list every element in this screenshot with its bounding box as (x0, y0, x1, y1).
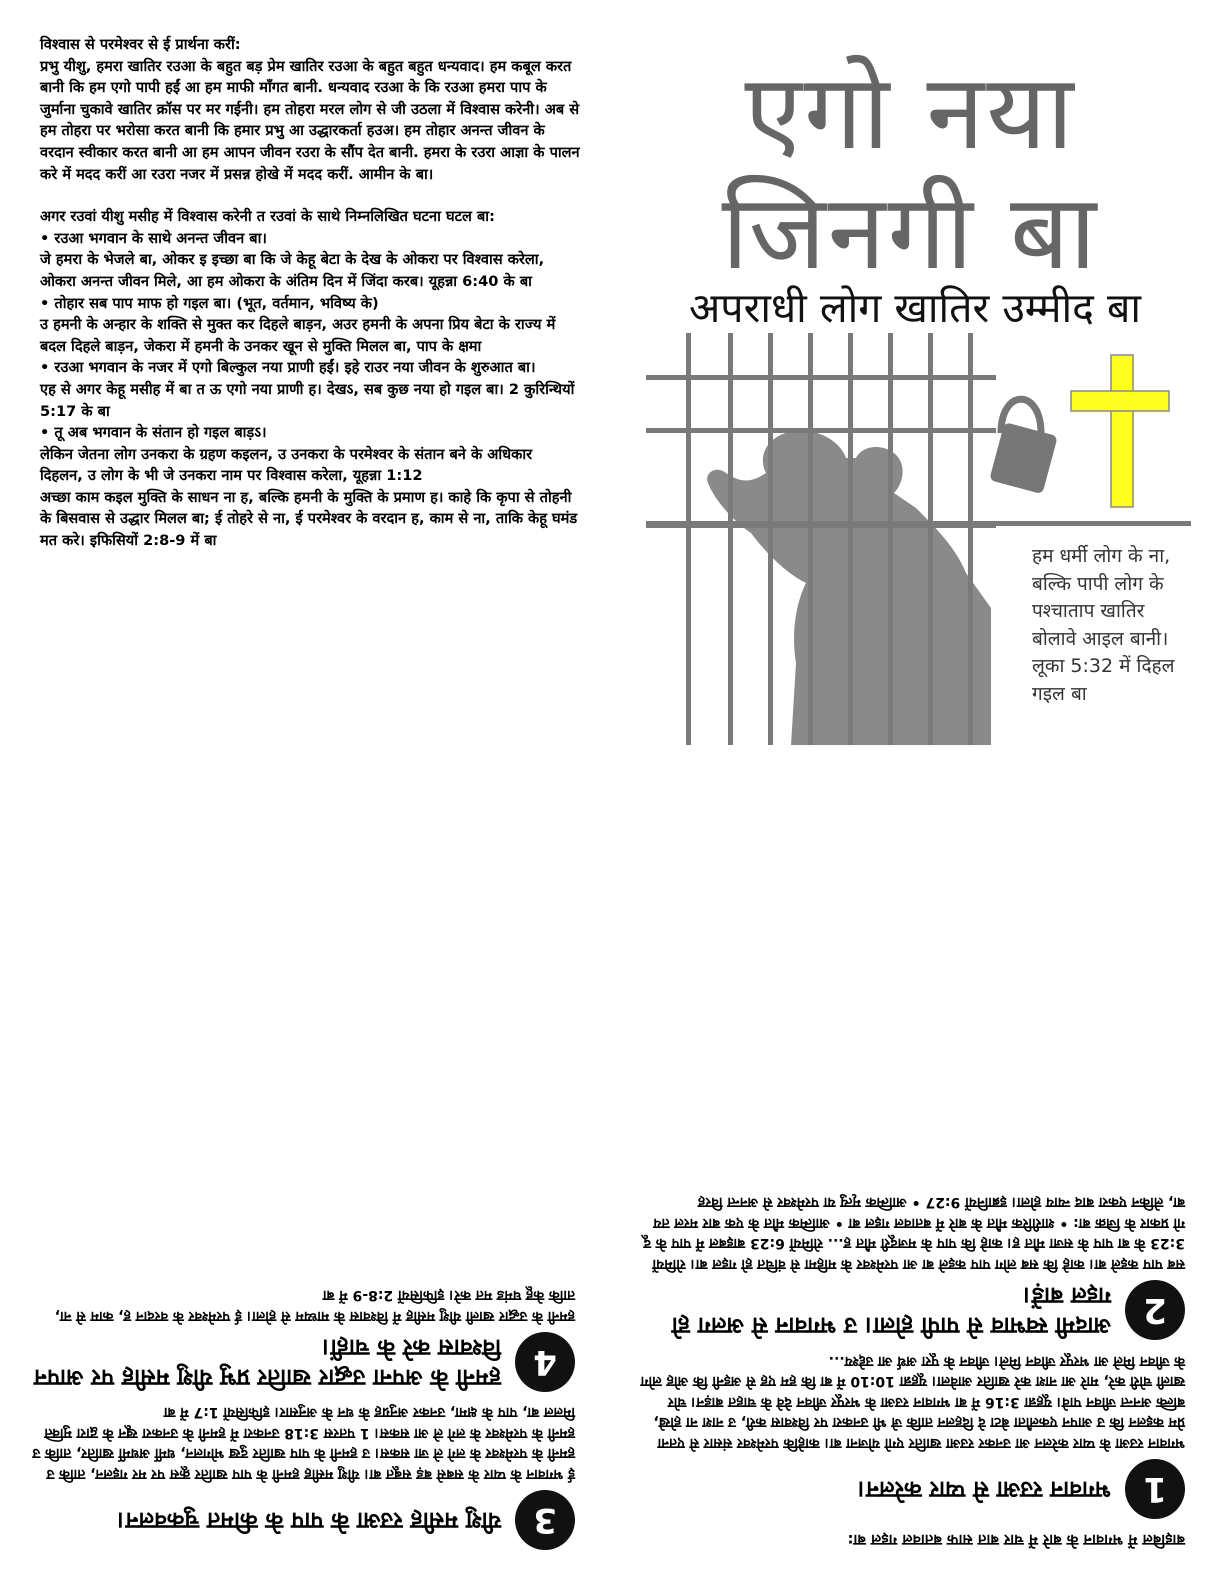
section-title: हमनी के अपना उद्धार खातिर प्रभु यीशु मसीह पर आपन विश्वास करे के चाहीं। (34, 1333, 501, 1390)
bar (968, 333, 973, 745)
bar (646, 375, 996, 380)
bar (768, 333, 773, 745)
after-prayer-heading: अगर रउवां यीशु मसीह में विश्वास करेनी त रउवां के साथे निम्नलिखित घटना घटल बा: (40, 208, 495, 226)
bar (728, 333, 733, 745)
promise-line: • तू अब भगवान के संतान हो गइल बाड़ऽ। (40, 424, 267, 442)
bottom-right-panel (640, 790, 1185, 1550)
bottom-left-panel (30, 790, 575, 1550)
section-title: यीशु मसीह रउआ के पाप के कीमत चुकवलन। (116, 1507, 501, 1533)
bar (888, 333, 893, 745)
padlock-icon (989, 399, 1058, 494)
promise-line: जे हमरा के भेजले बा, ओकर इ इच्छा बा कि जे केहू बेटा के देख के ओकरा पर विश्वास करेला, ओकरा अनन्त जीवन मिले, आ हम ओकरा के अंतिम दिन में जिंदा करब। यूहन्ना 6:40 के बा (40, 251, 545, 290)
section-number: 4 (515, 1332, 575, 1392)
section-text: ई भगवान के प्यार के सबसे बड़ सबूत बा। यीशु मसीह हमनी के पाप खातिर क्रूस पर मर गइलन, ताकि उ हमनी के परमेश्वर के लगे ले जा सकस। उ हमनी के पाप खातिर दुख भोगलन, धर्मी अधर्मी खातिर, ताकि उ हमनी के परमेश्वर के लगे ले आ सकस। 1 पतरस 3:18 उनकरा में हमनी के उनकरा खून के द्वारा मुक्ति मिलल बा, पाप के क्षमा, उनकर अनुग्रह के धन के अनुसार। इफिसियों 1:7 में बा (32, 1404, 575, 1482)
prayer-heading: विश्वास से परमेश्वर से ई प्रार्थना करीं: (40, 36, 241, 53)
four-laws-intro: बाइबिल में भगवान के बारे में चार बात साफ बतावल गइल बा: (847, 1531, 1185, 1549)
cover-title (640, 52, 1180, 292)
section-title: भगवान रउआ से प्यार करेलन। (857, 1476, 1111, 1502)
section-title: आदमी स्वभाव से पापी होला। उ भगवान से अलग हो गइल बाड़ें। (671, 1282, 1111, 1339)
section-number: 3 (515, 1490, 575, 1550)
section-text: सब पाप कइले बा। काहे कि सब लोग पाप कइले बा आ परमेश्वर के महिमा से वंचित हो गइल बा। रोमियों 3:23 के बा पाप के सजा मौत ह। काहे कि पाप के मजदूरी मौत ह... रोमियों 6:23 बाइबल में पाप के दू गो प्रकार के जिक्र बा: • शारीरिक मौत के बारे में बतावल गइल बा • आत्मिक मौत के एक बार मरल तय बा, लेकिन एकरा बाद न्याय होला। इब्रानियों 9:27 • आत्मिक मृत्यु या परमेश्वर से अनन्त विरह (643, 1194, 1185, 1273)
bar (686, 333, 691, 745)
promise-line: • रउआ भगवान के साथे अनन्त जीवन बा। (40, 229, 267, 247)
section-4 (30, 1284, 575, 1391)
section-number: 1 (1125, 1459, 1185, 1519)
cover-title-line: जिनगी बा (721, 171, 1099, 293)
promise-line: उ हमनी के अन्हार के शक्ति से मुक्त कर दिहले बाड़न, अउर हमनी के अपना प्रिय बेटा के राज्य में बदल दिहले बाड़न, जेकरा में हमनी के उनकर खून से मुक्ति मिलल बा, पाप के क्षमा (40, 316, 556, 355)
section-number: 2 (1125, 1280, 1185, 1340)
section-3 (30, 1402, 575, 1550)
bar (808, 333, 813, 745)
section-1 (640, 1350, 1185, 1519)
prayer-panel (40, 34, 580, 552)
cross-icon (1071, 355, 1169, 507)
bar (928, 333, 933, 745)
cover-title-line: एगो नया (744, 51, 1076, 173)
cover-subtitle: अपराधी लोग खातिर उम्मीद बा (688, 284, 1142, 332)
promise-line: एह से अगर केहू मसीह में बा त ऊ एगो नया प्राणी ह। देखऽ, सब कुछ नया हो गइल बा। 2 कुरिन्थियों 5:17 के बा (40, 380, 575, 420)
promise-line: लेकिन जेतना लोग उनकरा के ग्रहण कइलन, उ उनकरा के परमेश्वर के संतान बने के अधिकार दिहलन, उ लोग के भी जे उनकरा नाम पर विश्वास करेला, यूहन्ना 1:12 (40, 445, 533, 485)
section-2 (640, 1192, 1185, 1340)
section-text: हमनी के उद्धार खाली यीशु मसीह में विश्वास के माध्यम से होला। ई परमेश्वर के वरदान ह, काम से ना, ताकि केहू घमंड मत करे। इफिसियों 2:8-9 में बा (54, 1287, 575, 1324)
promise-line: अच्छा काम कइल मुक्ति के साधन ना ह, बल्कि हमनी के मुक्ति के प्रमाण ह। काहे कि कृपा से तोहनी के बिसवास से उद्धार मिलल बा; ई तोहरे से ना, ई परमेश्वर के वरदान ह, काम से ना, ताकि केहू घमंड मत करे। इफिसियों 2:8-9 में बा (40, 488, 578, 550)
promise-line: • रउआ भगवान के नजर में एगो बिल्कुल नया प्राणी हईं। इहे राउर नया जीवन के शुरुआत बा। (40, 359, 536, 377)
section-text: भगवान रउआ के प्यार करेलन आ उनकर रउआ खातिर एगो योजना बा। काहेकि परमेश्वर संसार से एतना प्रेम कइलन कि उ आपन एकलौता बेटा दे दिहलन ताकि जे भी उनकरा पर विश्वास करी, उ नाश ना होखे, बल्कि अनन्त जीवन पावे। यूहन्ना 3:16 में बा भगवान रउआ के भरपूर जीवन देवे के चाहत बाड़न। चोर खाली चोरी करे, मारे आ नाश करे खातिर आवेला। यूहन्ना 10:10 में बा कि हम एह से अइनी कि ओह लोग के जीवन मिले आ भरपूर जीवन मिले। जीवन के पूरा अर्थ आ उद्देश्य... (640, 1352, 1185, 1451)
cover-verse: हम धर्मी लोग के ना, बल्कि पापी लोग के पश्चाताप खातिर बोलावे आइल बानी। लूका 5:32 में दिहल गइल बा (1032, 545, 1175, 705)
prayer-text: प्रभु यीशु, हमरा खातिर रउआ के बहुत बड़ प्रेम खातिर रउआ के बहुत बहुत धन्यवाद। हम कबूल करत बानी कि हम एगो पापी हईं आ हम माफी माँगत बानी. धन्यवाद रउआ के कि रउआ हमरा पाप के जुर्माना चुकावे खातिर क्रॉस पर मर गईनी। हम तोहरा मरल लोग से जी उठला में विश्वास करेनी। अब से हम तोहरा पर भरोसा करत बानी कि हमार प्रभु आ उद्धारकर्ता हउअ। हम तोहार अनन्त जीवन के वरदान स्वीकार करत बानी आ हम आपन जीवन रउरा के सौंप देत बानी. हमरा के रउरा आज्ञा के पालन करे में मदद करीं आ रउरा नजर में प्रसन्न होखे में मदद करीं. आमीन के बा। (40, 57, 580, 183)
promise-line: • तोहार सब पाप माफ हो गइल बा। (भूत, वर्तमान, भविष्य के) (40, 294, 379, 312)
bar (848, 333, 853, 745)
bar (646, 428, 996, 433)
